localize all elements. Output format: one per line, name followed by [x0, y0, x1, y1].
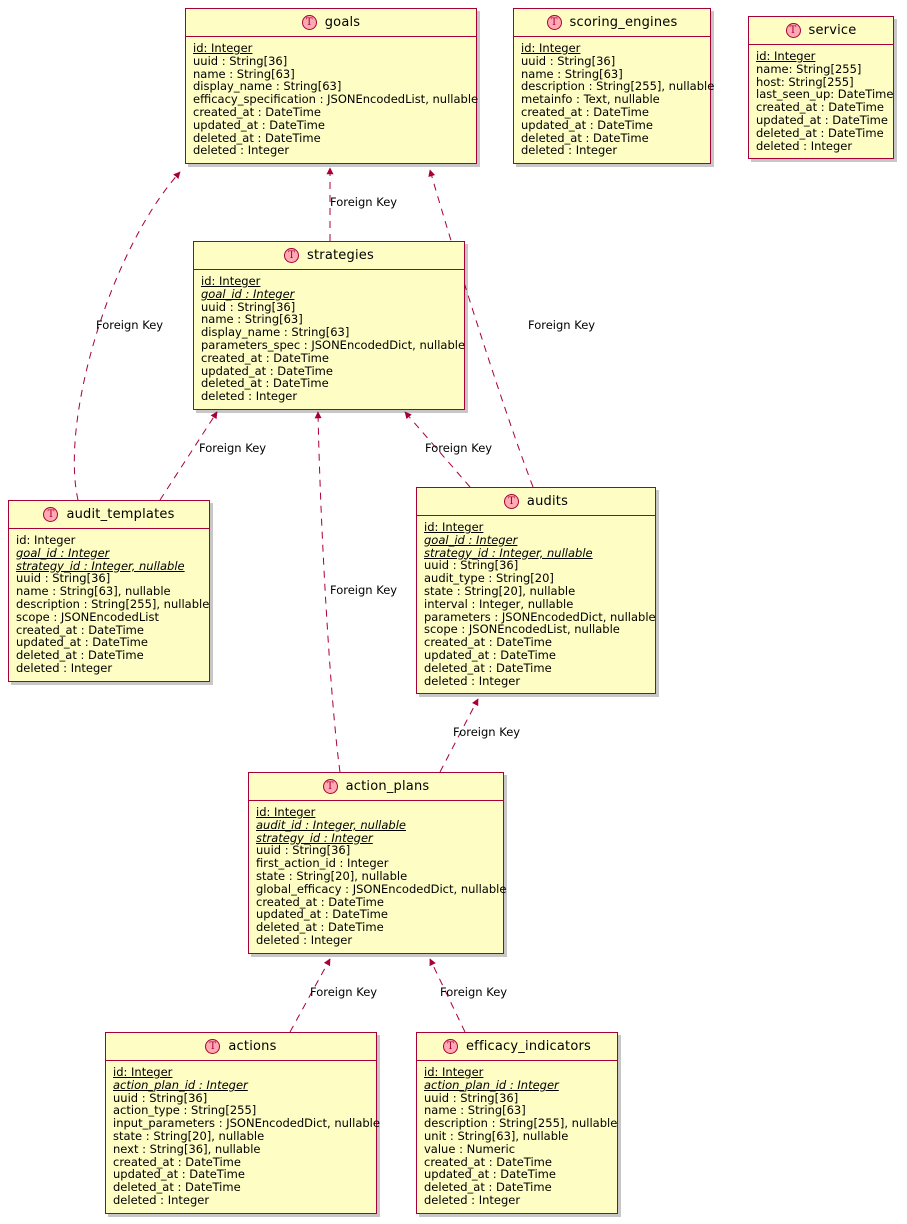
field-row: first_action_id : Integer [256, 856, 389, 871]
entity-header-actions [106, 1033, 376, 1061]
entity-service[interactable] [748, 16, 894, 159]
field-row: next : String[36], nullable [113, 1141, 261, 1156]
field-row: id: Integer [521, 41, 581, 55]
field-row: name : String[63] [201, 312, 303, 327]
edge-label: Foreign Key [310, 985, 378, 999]
entity-fields [106, 1061, 380, 1213]
field-row: input_parameters : JSONEncodedDict, nullable [113, 1116, 380, 1131]
field-row: value : Numeric [424, 1141, 516, 1156]
table-icon: T [284, 248, 299, 263]
field-row: id: Integer [424, 520, 484, 534]
field-row: state : String[20], nullable [424, 583, 576, 598]
field-row: deleted : Integer [193, 143, 290, 158]
entity-title: actions [228, 1039, 277, 1054]
field-row: description : String[255], nullable [521, 79, 715, 94]
edge-label: Foreign Key [440, 985, 508, 999]
field-row: updated_at : DateTime [521, 117, 653, 132]
entity-title: scoring_engines [569, 15, 678, 30]
entity-fields [749, 45, 893, 158]
field-row: audit_type : String[20] [424, 571, 554, 586]
entity-efficacy-indicators[interactable] [416, 1032, 618, 1214]
field-row: action_type : String[255] [113, 1103, 257, 1118]
field-row: uuid : String[36] [16, 571, 111, 586]
field-row: goal_id : Integer [201, 286, 295, 301]
field-row: updated_at : DateTime [201, 363, 333, 378]
field-row: created_at : DateTime [193, 104, 321, 119]
field-row: deleted : Integer [201, 389, 298, 404]
entity-audits[interactable] [416, 487, 656, 694]
field-row: id: Integer [16, 533, 76, 547]
entity-audit-templates[interactable] [8, 500, 210, 682]
field-row: strategy_id : Integer [256, 830, 373, 845]
entity-fields [417, 516, 655, 693]
table-icon: T [43, 507, 58, 522]
field-row: description : String[255], nullable [16, 596, 210, 611]
edge-label: Foreign Key [528, 318, 596, 332]
field-row: id: Integer [113, 1065, 173, 1079]
entity-fields [249, 801, 507, 953]
entity-action-plans[interactable] [248, 772, 507, 954]
entity-header-strategies [194, 242, 464, 270]
field-row: name : String[63], nullable [16, 584, 171, 599]
field-row: display_name : String[63] [193, 79, 342, 94]
field-row: global_efficacy : JSONEncodedDict, nullable [256, 881, 507, 896]
field-row: efficacy_specification : JSONEncodedList, nullable [193, 92, 479, 107]
table-icon: T [547, 15, 562, 30]
field-row: name : String[63] [521, 66, 623, 81]
field-row: updated_at : DateTime [756, 112, 888, 127]
field-row: created_at : DateTime [424, 1154, 552, 1169]
field-row: id: Integer [424, 1065, 484, 1079]
field-row: id: Integer [201, 274, 261, 288]
field-row: uuid : String[36] [521, 53, 616, 68]
field-row: uuid : String[36] [424, 1090, 519, 1105]
entity-strategies[interactable] [193, 241, 465, 410]
field-row: deleted : Integer [113, 1192, 210, 1207]
field-row: created_at : DateTime [201, 350, 329, 365]
field-row: action_plan_id : Integer [113, 1077, 248, 1092]
field-row: updated_at : DateTime [16, 635, 148, 650]
field-row: action_plan_id : Integer [424, 1077, 559, 1092]
field-row: created_at : DateTime [256, 894, 384, 909]
entity-fields [514, 37, 715, 163]
field-row: description : String[255], nullable [424, 1116, 618, 1131]
field-row: name : String[63] [193, 66, 295, 81]
entity-header-goals [186, 9, 476, 37]
entity-header-audit-templates [9, 501, 209, 529]
field-row: created_at : DateTime [424, 635, 552, 650]
entity-goals[interactable] [185, 8, 477, 164]
field-row: goal_id : Integer [424, 532, 518, 547]
field-row: updated_at : DateTime [193, 117, 325, 132]
field-row: updated_at : DateTime [256, 907, 388, 922]
field-row: deleted_at : DateTime [756, 125, 884, 140]
field-row: uuid : String[36] [113, 1090, 208, 1105]
field-row: deleted : Integer [424, 1192, 521, 1207]
edge-label: Foreign Key [199, 441, 267, 455]
field-row: state : String[20], nullable [256, 868, 408, 883]
field-row: deleted_at : DateTime [521, 130, 649, 145]
table-icon: T [205, 1039, 220, 1054]
field-row: updated_at : DateTime [113, 1167, 245, 1182]
field-row: deleted_at : DateTime [113, 1180, 241, 1195]
edge-audit-templates-strategies [160, 412, 217, 500]
field-row: unit : String[63], nullable [424, 1128, 569, 1143]
field-row: id: Integer [756, 49, 816, 63]
entity-title: service [808, 23, 857, 38]
field-row: deleted : Integer [256, 932, 353, 947]
entity-scoring-engines[interactable] [513, 8, 715, 164]
table-icon: T [443, 1039, 458, 1054]
field-row: deleted_at : DateTime [424, 1180, 552, 1195]
edge-label: Foreign Key [425, 441, 493, 455]
field-row: state : String[20], nullable [113, 1128, 265, 1143]
field-row: uuid : String[36] [201, 299, 296, 314]
field-row: id: Integer [256, 805, 316, 819]
entity-header-scoring-engines [514, 9, 710, 37]
entity-title: goals [324, 15, 361, 30]
field-row: updated_at : DateTime [424, 1167, 556, 1182]
field-row: audit_id : Integer, nullable [256, 817, 406, 832]
field-row: host: String[255] [756, 74, 854, 89]
field-row: created_at : DateTime [16, 622, 144, 637]
field-row: scope : JSONEncodedList [16, 609, 159, 624]
table-icon: T [786, 23, 801, 38]
entity-title: audits [526, 494, 569, 509]
entity-fields [186, 37, 479, 163]
edge-label: Foreign Key [330, 195, 398, 209]
field-row: deleted : Integer [424, 673, 521, 688]
entity-header-audits [417, 488, 655, 516]
field-row: deleted_at : DateTime [193, 130, 321, 145]
field-row: created_at : DateTime [113, 1154, 241, 1169]
entity-fields [9, 529, 209, 681]
field-row: uuid : String[36] [193, 53, 288, 68]
field-row: strategy_id : Integer, nullable [424, 545, 593, 560]
table-icon: T [323, 779, 338, 794]
field-row: display_name : String[63] [201, 325, 350, 340]
field-row: scope : JSONEncodedList, nullable [424, 622, 620, 637]
entity-title: strategies [307, 248, 374, 263]
entity-header-efficacy-indicators [417, 1033, 617, 1061]
field-row: name : String[63] [424, 1103, 526, 1118]
field-row: last_seen_up: DateTime [756, 87, 894, 102]
field-row: deleted : Integer [16, 660, 113, 675]
edge-label: Foreign Key [453, 725, 521, 739]
field-row: uuid : String[36] [256, 843, 351, 858]
field-row: parameters : JSONEncodedDict, nullable [424, 609, 656, 624]
field-row: deleted_at : DateTime [256, 920, 384, 935]
field-row: uuid : String[36] [424, 558, 519, 573]
field-row: deleted_at : DateTime [16, 648, 144, 663]
entity-title: audit_templates [66, 507, 175, 522]
field-row: metainfo : Text, nullable [521, 92, 660, 107]
table-icon: T [302, 15, 317, 30]
field-row: parameters_spec : JSONEncodedDict, nullable [201, 337, 466, 352]
entity-header-service [749, 17, 893, 45]
entity-actions[interactable] [105, 1032, 380, 1214]
table-icon: T [504, 494, 519, 509]
entity-title: efficacy_indicators [465, 1039, 591, 1054]
field-row: deleted_at : DateTime [424, 660, 552, 675]
field-row: goal_id : Integer [16, 545, 110, 560]
field-row: created_at : DateTime [521, 104, 649, 119]
edge-label: Foreign Key [96, 318, 164, 332]
entity-header-action-plans [249, 773, 503, 801]
field-row: deleted_at : DateTime [201, 376, 329, 391]
edge-audit-templates-goals [74, 172, 180, 500]
field-row: deleted : Integer [756, 138, 853, 153]
entity-fields [194, 270, 464, 409]
edge-label: Foreign Key [330, 583, 398, 597]
field-row: interval : Integer, nullable [424, 596, 574, 611]
field-row: created_at : DateTime [756, 100, 884, 115]
entity-fields [417, 1061, 617, 1213]
field-row: strategy_id : Integer, nullable [16, 558, 185, 573]
field-row: name: String[255] [756, 61, 862, 76]
field-row: deleted : Integer [521, 143, 618, 158]
field-row: updated_at : DateTime [424, 647, 556, 662]
entity-title: action_plans [345, 779, 430, 794]
field-row: id: Integer [193, 41, 253, 55]
